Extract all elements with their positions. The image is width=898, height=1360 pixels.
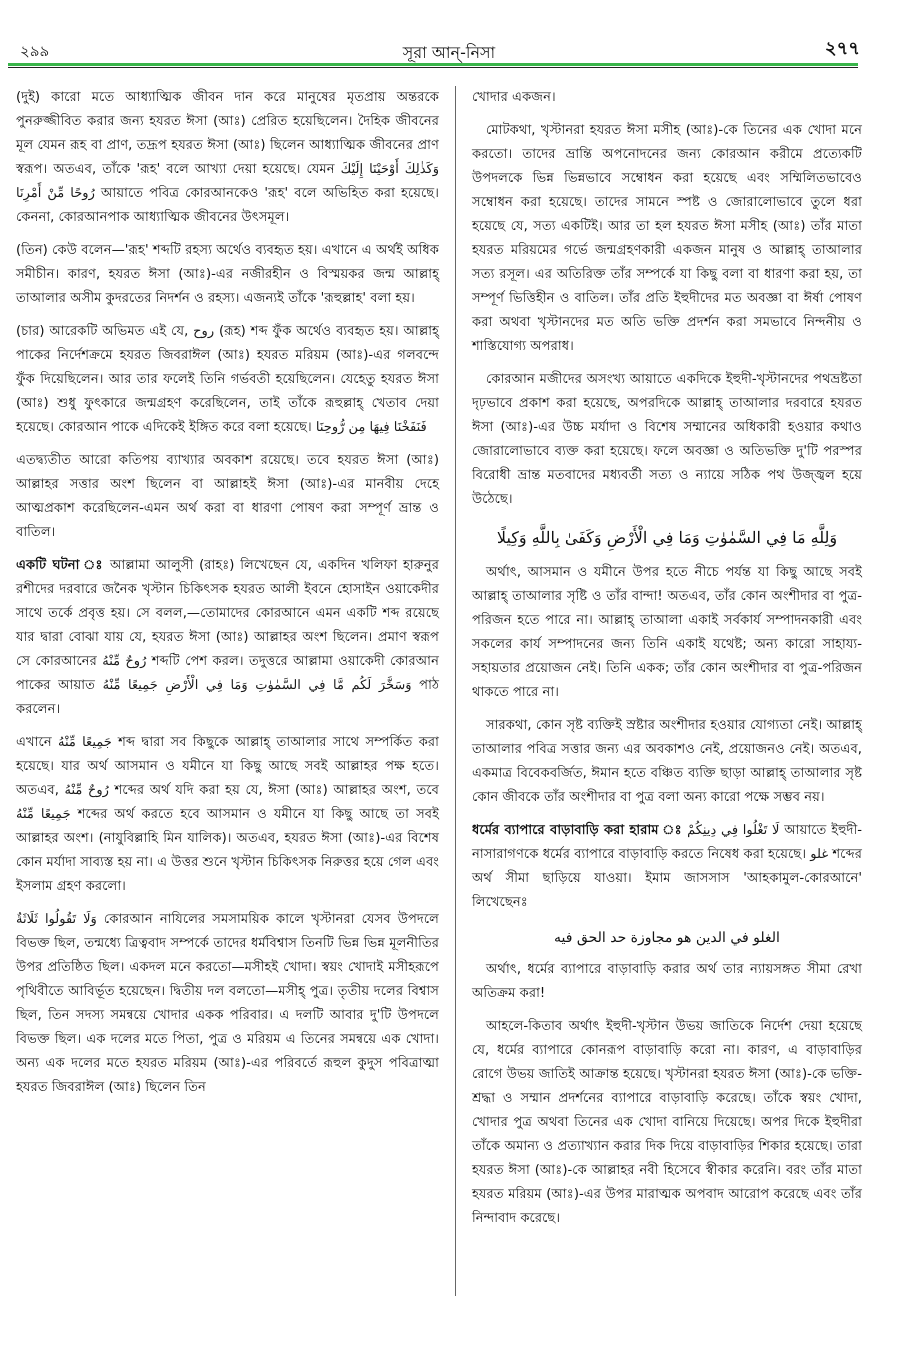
- arabic-verse-line: وَلِلَّهِ مَا فِي السَّمٰوٰتِ وَمَا فِي الْأَرْضِ وَكَفَىٰ بِاللَّهِ وَكِيلًا: [496, 528, 838, 547]
- page-header: [0, 0, 898, 62]
- paragraph: [16, 731, 439, 899]
- arabic-verse: لَا تَغْلُوا فِي دِينِكُمْ: [687, 823, 780, 838]
- arabic-word: رُوحٌ مِّنْهُ: [102, 654, 147, 669]
- page-title: সূরা আন্‌-নিসা: [402, 43, 496, 62]
- paragraph: সারকথা, কোন সৃষ্ট ব্যক্তিই স্রষ্টার অংশীদার হওয়ার যোগ্যতা নেই। আল্লাহ্ তাআলার পবিত্র সত্তার জন্য এর অবকাশও নেই, প্রয়োজনও নেই। অতএব, একমাত্র বিবেকবর্জিত, ঈমান হতে বঞ্চিত ব্যক্তি ছাড়া আল্লাহ্ তাআলার সৃষ্ট কোন জীবকে তাঁর অংশীদার বা পুত্র বলা অন্য কারো পক্ষে সম্ভব নয়।: [472, 718, 862, 805]
- paragraph: আহলে-কিতাব অর্থাৎ ইহুদী-খৃস্টান উভয় জাতিকে নির্দেশ দেয়া হয়েছে যে, ধর্মের ব্যাপারে কোনরূপ বাড়াবাড়ি করো না। কারণ, এ বাড়াবাড়ির রোগে উভয় জাতিই আক্রান্ত হয়েছে। খৃস্টানরা হযরত ঈসা (আঃ)-কে ভক্তি-শ্রদ্ধা ও সম্মান প্রদর্শনের ব্যাপারে বাড়াবাড়ি করেছে। তাঁকে স্বয়ং খোদা, খোদার পুত্র অথবা তিনের এক খোদা বানিয়ে দিয়েছে। অপর দিকে ইহুদীরা তাঁকে অমান্য ও প্রত্যাখ্যান করার দিক দিয়ে বাড়াবাড়ির শিকার হয়েছে। তারা হযরত ঈসা (আঃ)-কে আল্লাহর নবী হিসেবে স্বীকার করেনি। বরং তাঁর মাতা হযরত মরিয়ম (আঃ)-এর উপর মারাত্মক অপবাদ আরোপ করেছে এবং তাঁর নিন্দাবাদ করেছে।: [472, 1019, 862, 1226]
- paragraph-text: (রূহ) শব্দ ফুঁক অর্থেও ব্যবহৃত হয়। আল্লাহ্ পাকের নির্দেশক্রমে হযরত জিবরাঈল (আঃ) হযরত মরিয়ম (আঃ)-এর গলবন্দে ফুঁক দিয়েছিলেন। আর তার ফলেই তিনি গর্ভবতী হয়েছিলেন। যেহেতু হযরত ঈসা (আঃ) শুধু ফুৎকারে জন্মগ্রহণ করেছিলেন, তাই তাঁকে রূহুল্লাহ্ খেতাব দেয়া হয়েছে। কোরআন পাকে এদিকেই ইঙ্গিত করে বলা হয়েছে।: [16, 324, 439, 435]
- paragraph: [472, 819, 862, 915]
- arabic-verse: وَكَذٰلِكَ أَوْحَيْنَا إِلَيْكَ رُوحًا مِّنْ أَمْرِنَا: [16, 162, 439, 201]
- column-divider: [455, 86, 456, 1296]
- paragraph: খোদার একজন।: [472, 90, 556, 105]
- header-rule-black: [8, 67, 858, 68]
- paragraph-text: আল্লামা আলুসী (রাহঃ) লিখেছেন যে, একদিন খলিফা হারুনুর রশীদের দরবারে জনৈক খৃস্টান চিকিৎসক হযরত আলী ইবনে হোসাইন ওয়াকেদীর সাথে তর্কে প্রবৃত্ত হয়। সে বলল,—তোমাদের কোরআনে এমন একটি শব্দ রয়েছে যার দ্বারা বোঝা যায় যে, হযরত ঈসা (আঃ) আল্লাহর অংশ ছিলেন। প্রমাণ স্বরূপ সে কোরআনের: [16, 558, 439, 669]
- paragraph-text: পাঠ করলেন।: [16, 678, 439, 717]
- right-column: [472, 86, 862, 1240]
- paragraph: (তিন) কেউ বলেন—'রূহ' শব্দটি রহস্য অর্থেও ব্যবহৃত হয়। এখানে এ অর্থই অধিক সমীচীন। কারণ, হযরত ঈসা (আঃ)-এর নজীরহীন ও বিস্ময়কর জন্ম আল্লাহ্ তাআলার অসীম কুদরতের নিদর্শন ও রহস্য। এজন্যই তাঁকে 'রূহুল্লাহ' বলা হয়।: [16, 243, 439, 306]
- paragraph-text: আয়াতে ইহুদী-নাসারাগণকে ধর্মের ব্যাপারে বাড়াবাড়ি করতে নিষেধ করা হয়েছে।: [472, 823, 862, 862]
- arabic-word: جَمِيعًا مِّنْهُ: [16, 807, 71, 822]
- paragraph: [16, 554, 439, 722]
- paragraph-text: এখানে: [16, 735, 52, 750]
- paragraph: অর্থাৎ, আসমান ও যমীনে উপর হতে নীচে পর্যন্ত যা কিছু আছে সবই আল্লাহ্ তাআলার সৃষ্টি ও তাঁর বান্দা! অতএব, তাঁর কোন অংশীদার বা পুত্র-পরিজন হতে পারে না। আল্লাহ্ তাআলা একাই সর্বকার্য সম্পাদনকারী এবং সকলের কার্য সম্পাদনের জন্য তিনি একাই যথেষ্ট; অন্য কারো সাহায্য-সহায়তার প্রয়োজন নেই। তিনি একক; তাঁর কোন অংশীদার বা পুত্র-পরিজন থাকতে পারে না।: [472, 565, 862, 700]
- page-number-left: ২৯৯: [20, 42, 50, 60]
- paragraph-text: আয়াতে পবিত্র কোরআনকেও 'রূহ' বলে অভিহিত করা হয়েছে। কেননা, কোরআনপাক আধ্যাত্মিক জীবনের উৎসমূল।: [16, 186, 440, 225]
- paragraph-text: শব্দটি পেশ করল। তদুত্তরে আল্লামা ওয়াকেদী কোরআন পাকের আয়াত: [16, 654, 439, 693]
- arabic-word: جَمِيعًا مِّنْهُ: [58, 735, 112, 750]
- arabic-verse: فَنَفَخْنَا فِيهَا مِن رُّوحِنَا: [315, 420, 427, 435]
- paragraph: [16, 86, 439, 230]
- paragraph-text: শব্দের অর্থ যদি করা হয় যে, ঈসা (আঃ) আল্লাহর অংশ, তবে: [114, 783, 439, 798]
- paragraph: এতদ্ব্যতীত আরো কতিপয় ব্যাখ্যার অবকাশ রয়েছে। তবে হযরত ঈসা (আঃ) আল্লাহর সত্তার অংশ ছিলেন বা আল্লাহই ঈসা (আঃ)-এর মানবীয় দেহে আত্মপ্রকাশ করেছিলেন-এমন অর্থ করা বা ধারণা পোষণ করা সম্পূর্ণ ভ্রান্ত ও বাতিল।: [16, 453, 439, 540]
- header-rule-green: [8, 63, 858, 66]
- arabic-word: روح: [193, 324, 215, 339]
- paragraph-text: শব্দের অর্থ সীমা ছাড়িয়ে যাওয়া। ইমাম জাসসাস 'আহকামুল-কোরআনে' লিখেছেনঃ: [472, 847, 862, 910]
- paragraph-text: শব্দ দ্বারা সব কিছুকে আল্লাহ্ তাআলার সাথে সম্পর্কিত করা হয়েছে। যার অর্থ আসমান ও যমীনে যা কিছু আছে সবই আল্লাহর পক্ষ হতে। অতএব,: [16, 735, 439, 798]
- paragraph-text: কোরআন নাযিলের সমসাময়িক কালে খৃস্টানরা যেসব উপদলে বিভক্ত ছিল, তন্মধ্যে ত্রিত্ববাদ সম্পর্কে তাদের ধর্মবিশ্বাস তিনটি ভিন্ন ভিন্ন মূলনীতির উপর প্রতিষ্ঠিত ছিল। একদল মনে করতো—মসীহই খোদা। স্বয়ং খোদাই মসীহরূপে পৃথিবীতে আবির্ভূত হয়েছেন। দ্বিতীয় দল বলতো—মসীহ্ পুত্র। তৃতীয় দলের বিশ্বাস ছিল, তিন সদস্য সমন্বয়ে খোদার একক পরিবার। এ দলটি আবার দু'টি উপদলে বিভক্ত ছিল। এক দলের মতে পিতা, পুত্র ও মরিয়ম এ তিনের সমন্বয়ে এক খোদা। অন্য এক দলের মতে হযরত মরিয়ম (আঃ)-এর পরিবর্তে রূহুল কুদুস পবিত্রাত্মা হযরত জিবরাঈল (আঃ) ছিলেন তিন: [16, 912, 439, 1095]
- arabic-word: غلو: [810, 847, 829, 862]
- paragraph-lead: ধর্মের ব্যাপারে বাড়াবাড়ি করা হারাম ঃ: [472, 823, 683, 838]
- paragraph: কোরআন মজীদের অসংখ্য আয়াতে একদিকে ইহুদী-খৃস্টানদের পথভ্রষ্টতা দৃঢ়ভাবে প্রকাশ করা হয়েছে, অপরদিকে আল্লাহ্ তাআলার দরবারে হযরত ঈসা (আঃ)-এর উচ্চ মর্যাদা ও বিশেষ সম্মানের অধিকারী হওয়ার কথাও জোরালোভাবে ব্যক্ত করা হয়েছে। ফলে অবজ্ঞা ও অতিভক্তি দু'টি পরস্পর বিরোধী ভ্রান্ত মতবাদের মধ্যবর্তী সত্য ও ন্যায়ে সঠিক পথ উজ্জ্বল হয়ে উঠেছে।: [472, 372, 862, 507]
- paragraph: মোটকথা, খৃস্টানরা হযরত ঈসা মসীহ (আঃ)-কে তিনের এক খোদা মনে করতো। তাদের ভ্রান্তি অপনোদনের জন্য কোরআন করীমে প্রত্যেকটি উপদলকে ভিন্ন ভিন্নভাবে সম্বোধন করা হয়েছে এবং সম্মিলিতভাবেও সম্বোধন করা হয়েছে। তাদের সামনে স্পষ্ট ও জোরালোভাবে তুলে ধরা হয়েছে যে, সত্য একটিই। আর তা হল হযরত ঈসা মসীহ (আঃ) তাঁর মাতা হযরত মরিয়মের গর্ভে জন্মগ্রহণকারী একজন মানুষ ও আল্লাহ্ তাআলার সত্য রসূল। এর অতিরিক্ত তাঁর সম্পর্কে যা কিছু বলা বা ধারণা করা হয়, তা সম্পূর্ণ ভিত্তিহীন ও বাতিল। তাঁর প্রতি ইহুদীদের মত অবজ্ঞা বা ঈর্ষা পোষণ করা অথবা খৃস্টানদের মত অতি ভক্তি প্রদর্শন করা সমভাবে নিন্দনীয় ও শাস্তিযোগ্য অপরাধ।: [472, 123, 862, 354]
- arabic-verse: وَسَخَّرَ لَكُم مَّا فِي السَّمٰوٰتِ وَمَا فِي الْأَرْضِ جَمِيعًا مِّنْهُ: [102, 678, 412, 693]
- paragraph-text: শব্দের অর্থ করতে হবে আসমান ও যমীনে যা কিছু আছে তা সবই আল্লাহর অংশ। (নাযুবিল্লাহি মিন যালিক)। অতএব, হযরত ঈসা (আঃ)-এর বিশেষ কোন মর্যাদা সাব্যস্ত হয় না। এ উত্তর শুনে খৃস্টান চিকিৎসক নিরুত্তর হয়ে গেল এবং ইসলাম গ্রহণ করলো।: [16, 807, 440, 894]
- arabic-verse: وَلَا تَقُولُوا ثَلَاثَةٌ: [16, 912, 97, 927]
- paragraph: অর্থাৎ, ধর্মের ব্যাপারে বাড়াবাড়ি করার অর্থ তার ন্যায়সঙ্গত সীমা রেখা অতিক্রম করা!: [472, 962, 862, 1001]
- paragraph: [16, 908, 439, 1100]
- arabic-word: رُوحٌ مِّنْهُ: [64, 783, 109, 798]
- page-number-right: ২৭৭: [824, 38, 860, 59]
- paragraph-text: (দুই) কারো মতে আধ্যাত্মিক জীবন দান করে মানুষের মৃতপ্রায় অন্তরকে পুনরুজ্জীবিত করার জন্য হযরত ঈসা (আঃ) প্রেরিত হয়েছিলেন। দৈহিক জীবনের মূল যেমন রূহ বা প্রাণ, তদ্রূপ হযরত ঈসা (আঃ) ছিলেন আধ্যাত্মিক জীবনের প্রাণ স্বরূপ। অতএব, তাঁকে 'রূহ' বলে আখ্যা দেয়া হয়েছে। যেমন: [16, 90, 439, 177]
- left-column: [16, 86, 439, 1109]
- arabic-quote: الغلو في الدين هو مجاوزة حد الحق فيه: [554, 930, 780, 946]
- paragraph-lead: একটি ঘটনা ঃ: [16, 558, 105, 573]
- paragraph: [16, 320, 439, 440]
- paragraph-text: (চার) আরেকটি অভিমত এই যে,: [16, 324, 189, 339]
